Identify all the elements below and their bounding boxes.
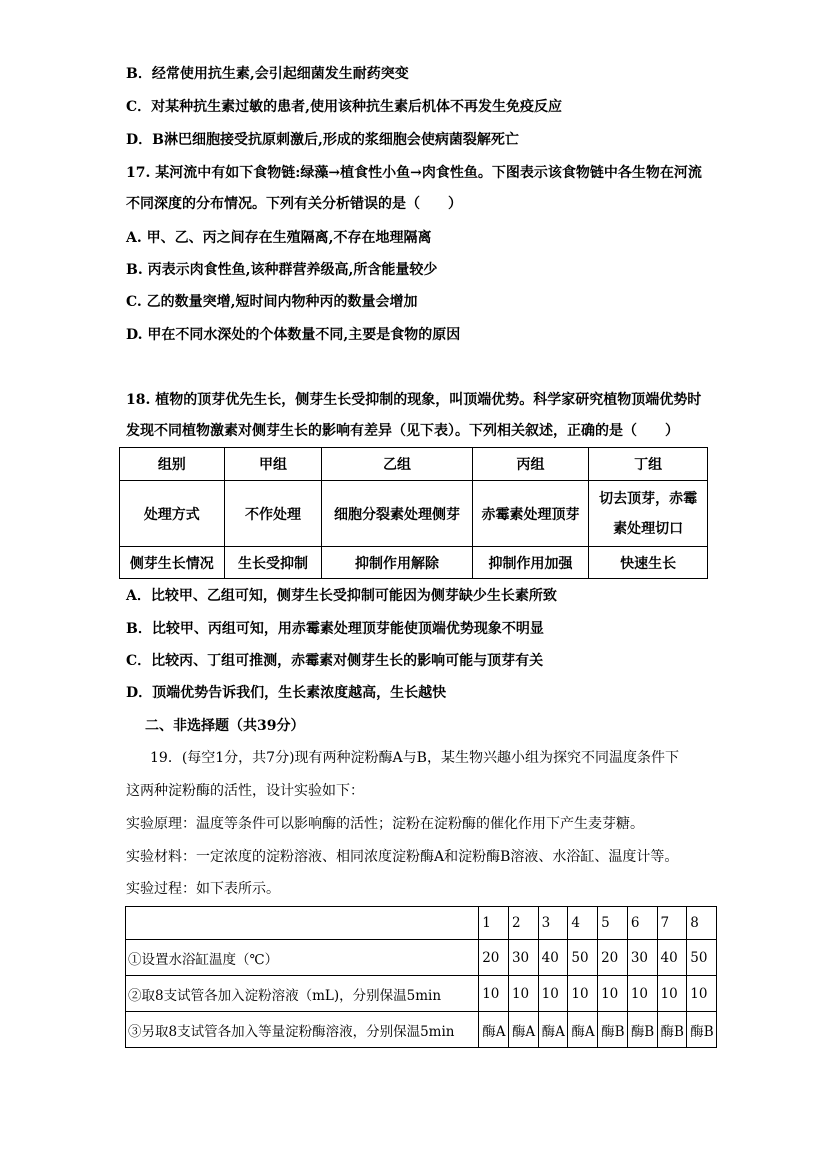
question-18-line1: 18. 植物的顶芽优先生长，侧芽生长受抑制的现象，叫顶端优势。科学家研究植物顶端优势时 <box>126 392 702 408</box>
table-row-label: ①设置水浴缸温度（℃） <box>126 940 479 976</box>
option-c-q17: C. 乙的数量突增,短时间内物种丙的数量会增加 <box>126 294 418 310</box>
table-cell <box>589 481 708 547</box>
option-d-q17: D. 甲在不同水深处的个体数量不同,主要是食物的原因 <box>126 327 461 343</box>
table-cell: 10 <box>598 976 628 1012</box>
table-cell: 10 <box>687 976 717 1012</box>
option-b-q16: B．经常使用抗生素,会引起细菌发生耐药突变 <box>126 66 409 82</box>
experiment-principle: 实验原理：温度等条件可以影响酶的活性；淀粉在淀粉酶的催化作用下产生麦芽糖。 <box>126 816 644 832</box>
question-17-line1: 17. 某河流中有如下食物链:绿藻→植食性小鱼→肉食性鱼。下图表示该食物链中各生物在河流 <box>126 165 702 181</box>
section-heading: 二、非选择题（共39分） <box>145 718 305 734</box>
table-cell: 40 <box>657 940 687 976</box>
table-header: 6 <box>627 907 657 940</box>
experiment-process: 实验过程：如下表所示。 <box>126 881 280 897</box>
table-cell: 酶A <box>508 1012 538 1048</box>
option-b-q17: B. 丙表示肉食性鱼,该种群营养级高,所含能量较少 <box>126 262 438 278</box>
table-header: 8 <box>687 907 717 940</box>
table-cell: 50 <box>687 940 717 976</box>
table-cell: 10 <box>479 976 509 1012</box>
option-c-q16: C．对某种抗生素过敏的患者,使用该种抗生素后机体不再发生免疫反应 <box>126 99 563 115</box>
option-b-q18: B．比较甲、丙组可知，用赤霉素处理顶芽能使顶端优势现象不明显 <box>126 621 544 637</box>
option-d-q16: D．B淋巴细胞接受抗原刺激后,形成的浆细胞会使病菌裂解死亡 <box>126 132 519 148</box>
option-c-q18: C．比较丙、丁组可推测，赤霉素对侧芽生长的影响可能与顶芽有关 <box>126 653 544 669</box>
table-header: 4 <box>568 907 598 940</box>
table-cell: 快速生长 <box>589 547 708 579</box>
table-cell: 酶A <box>479 1012 509 1048</box>
table-cell: 抑制作用加强 <box>472 547 589 579</box>
table-cell: 酶B <box>657 1012 687 1048</box>
table-cell: 酶A <box>538 1012 568 1048</box>
question-18-line2: 发现不同植物激素对侧芽生长的影响有差异（见下表）。下列相关叙述，正确的是（ ） <box>126 423 679 439</box>
table-header: 组别 <box>120 448 225 481</box>
table-cell: 侧芽生长情况 <box>120 547 225 579</box>
table-cell-line: 切去顶芽，赤霉 <box>599 490 698 507</box>
table-cell: 30 <box>508 940 538 976</box>
table-row-label: ③另取8支试管各加入等量淀粉酶溶液，分别保温5min <box>126 1012 479 1048</box>
table-cell: 不作处理 <box>224 481 322 547</box>
table-header: 2 <box>508 907 538 940</box>
table-cell: 酶B <box>598 1012 628 1048</box>
table-cell: 10 <box>538 976 568 1012</box>
option-a-q18: A．比较甲、乙组可知，侧芽生长受抑制可能因为侧芽缺少生长素所致 <box>126 588 557 604</box>
table-cell: 20 <box>598 940 628 976</box>
table-cell: 酶A <box>568 1012 598 1048</box>
table-header: 5 <box>598 907 628 940</box>
option-d-q18: D．顶端优势告诉我们，生长素浓度越高，生长越快 <box>126 685 447 701</box>
experiment-materials: 实验材料：一定浓度的淀粉溶液、相同浓度淀粉酶A和淀粉酶B溶液、水浴缸、温度计等。 <box>126 849 679 865</box>
table-cell: 生长受抑制 <box>224 547 322 579</box>
table-header: 甲组 <box>224 448 322 481</box>
table-cell: 40 <box>538 940 568 976</box>
hormone-table <box>119 447 708 579</box>
table-cell: 酶B <box>687 1012 717 1048</box>
table-header: 丙组 <box>472 448 589 481</box>
experiment-table <box>125 906 717 1048</box>
table-cell: 30 <box>627 940 657 976</box>
table-cell: 10 <box>627 976 657 1012</box>
question-19-line2: 这两种淀粉酶的活性，设计实验如下： <box>126 783 364 799</box>
table-cell: 10 <box>508 976 538 1012</box>
table-header: 7 <box>657 907 687 940</box>
table-header: 乙组 <box>322 448 472 481</box>
table-cell: 细胞分裂素处理侧芽 <box>322 481 472 547</box>
table-cell: 酶B <box>627 1012 657 1048</box>
table-cell: 抑制作用解除 <box>322 547 472 579</box>
question-17-line2: 不同深度的分布情况。下列有关分析错误的是（ ） <box>126 196 462 212</box>
table-cell-line: 素处理切口 <box>613 520 684 537</box>
question-19-line1: 19．(每空1分，共7分)现有两种淀粉酶A与B，某生物兴趣小组为探究不同温度条件下 <box>150 750 679 766</box>
table-cell: 10 <box>568 976 598 1012</box>
option-a-q17: A. 甲、乙、丙之间存在生殖隔离,不存在地理隔离 <box>126 230 432 246</box>
table-header: 1 <box>479 907 509 940</box>
table-header: 3 <box>538 907 568 940</box>
table-cell: 20 <box>479 940 509 976</box>
table-row-label: ②取8支试管各加入淀粉溶液（mL)，分别保温5min <box>126 976 479 1012</box>
table-cell: 50 <box>568 940 598 976</box>
table-cell: 赤霉素处理顶芽 <box>472 481 589 547</box>
table-cell: 10 <box>657 976 687 1012</box>
table-cell <box>126 907 479 940</box>
table-cell: 处理方式 <box>120 481 225 547</box>
table-header: 丁组 <box>589 448 708 481</box>
